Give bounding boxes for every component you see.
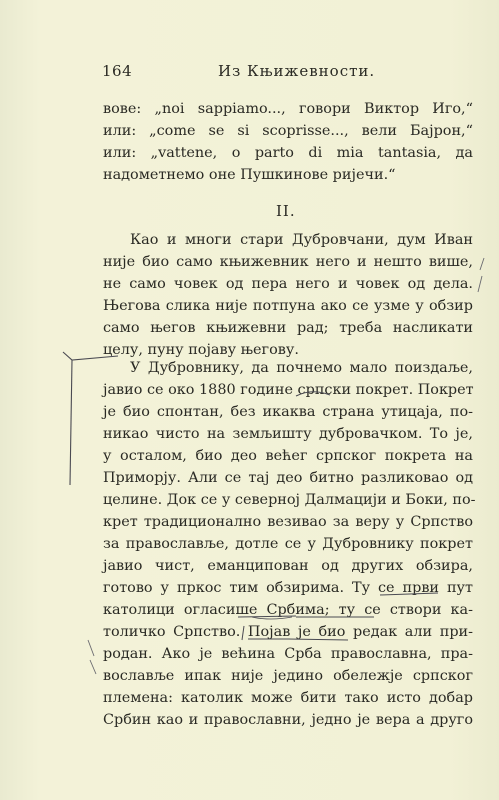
margin-tick-mark: [88, 640, 94, 656]
text-line: толичко Српство. Појав је био редак али при-: [103, 624, 473, 640]
text-line: никао чисто на земљишту дубровачком. То је,: [103, 426, 473, 442]
text-line: у осталом, био део већег српског покрета на: [103, 448, 473, 464]
margin-tick-mark: [90, 660, 96, 674]
text-line: јавио чист, еманципован од других обзира,: [103, 558, 473, 574]
text-line: надометнемо оне Пушкинове ријечи.“: [103, 167, 396, 183]
page-header: [102, 62, 402, 82]
margin-tick-mark: [480, 258, 484, 270]
text-line: за православље, дотле се у Дубровнику покрет: [103, 536, 473, 552]
margin-vertical-mark: [70, 360, 72, 485]
text-line: У Дубровнику, да почнемо мало поиздаље,: [130, 360, 473, 376]
text-line: крет традиционално везивао за веру у Српство: [103, 514, 473, 530]
text-line: целу, пуну појаву његову.: [103, 342, 299, 358]
text-line: Као и многи стари Дубровчани, дум Иван: [130, 232, 473, 248]
text-line: племена: католик може бити тако исто добар: [103, 690, 473, 706]
margin-tick-mark: [478, 276, 482, 292]
text-line: Приморју. Али се тај део битно разликовао од: [103, 470, 473, 486]
text-line: готово у пркос тим обзирима. Ту се први пут: [103, 580, 473, 596]
text-line: католици огласише Србима; ту се створи ка-: [103, 602, 473, 618]
text-line: или: „come se si scoprisse..., вели Бајрон,“: [103, 123, 473, 139]
text-line: Србин као и православни, једно је вера а друго: [103, 712, 473, 728]
text-line: целине. Док се у северној Далмацији и Боки, по-: [103, 492, 476, 508]
page-number: 164: [102, 62, 133, 80]
text-line: је био спонтан, без икаква страна утицаја, по-: [103, 404, 473, 420]
running-title: Из Књижевности.: [218, 62, 376, 80]
text-line: не само човек од пера него и човек од дела.: [103, 276, 473, 292]
text-line: вове: „noi sappiamo..., говори Виктор Иго,“: [103, 101, 473, 117]
text-line: вославље ипак није једино обележје српског: [103, 668, 473, 684]
text-line: само његов књижевни рад; треба насликати: [103, 320, 473, 336]
text-line: јавио се око 1880 године српски покрет. Покрет: [103, 382, 474, 398]
text-line: родан. Ако је већина Срба православна, пра-: [103, 646, 473, 662]
text-line: или: „vattene, o parto di mia tantasia, да: [103, 145, 473, 161]
section-number: II.: [276, 202, 296, 220]
text-line: није био само књижевник него и нешто више,: [103, 254, 473, 270]
text-line: Његова слика није потпуна ако се узме у обзир: [103, 298, 473, 314]
